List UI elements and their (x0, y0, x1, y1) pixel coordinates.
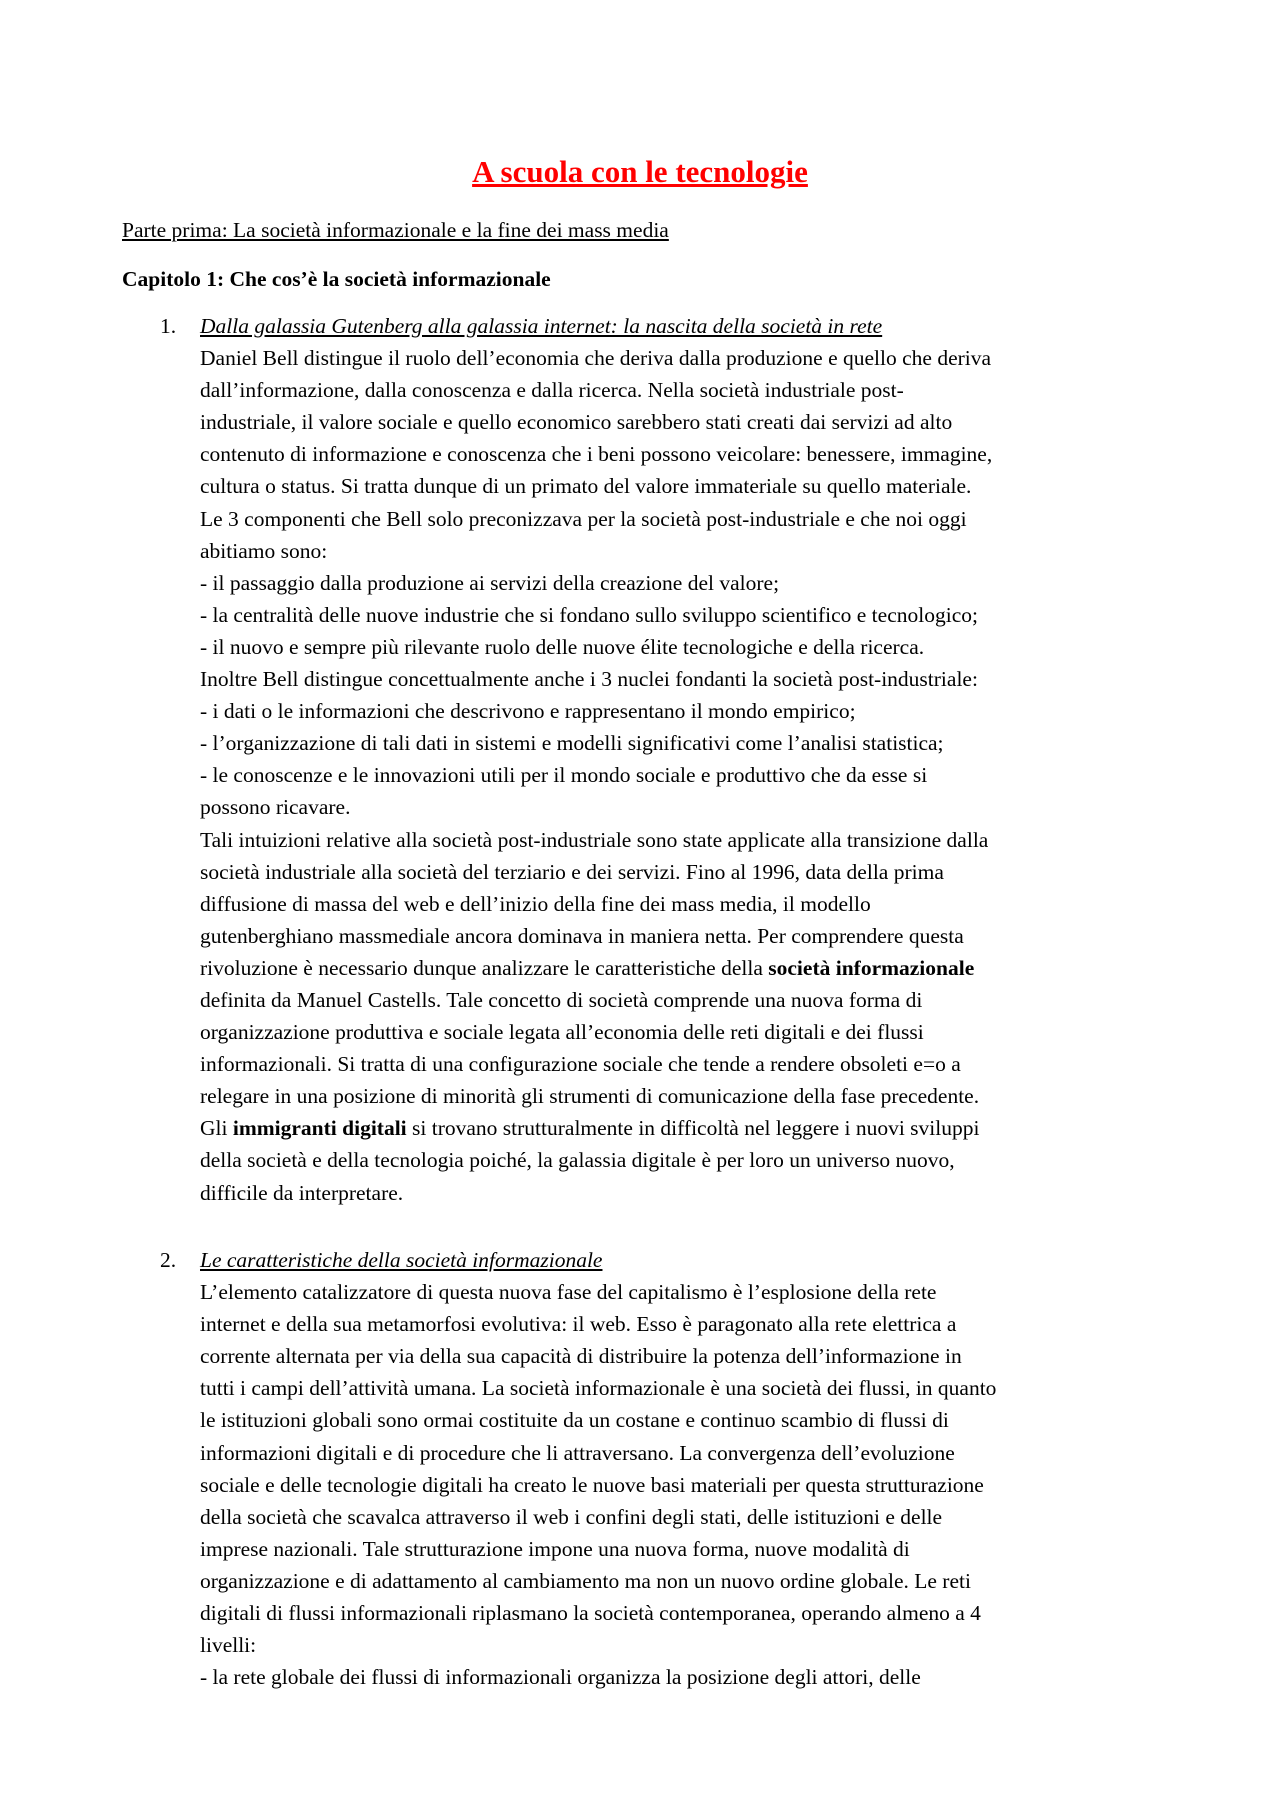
list-item: - il nuovo e sempre più rilevante ruolo delle nuove élite tecnologiche e della ricerca. (200, 634, 925, 659)
bold-term-societa-informazionale: società informazionale (768, 955, 975, 980)
paragraph-line: abitiamo sono: (200, 538, 328, 563)
document-title: A scuola con le tecnologie (472, 154, 808, 189)
paragraph-line: sociale e delle tecnologie digitali ha creato le nuove basi materiali per questa strutturazione (200, 1472, 984, 1497)
section-1-heading: Dalla galassia Gutenberg alla galassia internet: la nascita della società in rete (200, 314, 883, 338)
paragraph-line: organizzazione e di adattamento al cambiamento ma non un nuovo ordine globale. Le reti (200, 1568, 971, 1593)
paragraph-line: difficile da interpretare. (200, 1180, 404, 1205)
paragraph-line: Le 3 componenti che Bell solo preconizzava per la società post-industriale e che noi oggi (200, 506, 967, 531)
paragraph-line: internet e della sua metamorfosi evolutiva: il web. Esso è paragonato alla rete elettrica a (200, 1312, 957, 1337)
part-title: Parte prima: La società informazionale e la fine dei mass media (122, 218, 669, 242)
paragraph-line: L’elemento catalizzatore di questa nuova fase del capitalismo è l’esplosione della rete (200, 1280, 937, 1305)
paragraph-line: definita da Manuel Castells. Tale concetto di società comprende una nuova forma di (200, 987, 923, 1012)
paragraph-line: dall’informazione, dalla conoscenza e dalla ricerca. Nella società industriale post- (200, 378, 904, 403)
list-item: - i dati o le informazioni che descrivono e rappresentano il mondo empirico; (200, 699, 856, 724)
paragraph-line: le istituzioni globali sono ormai costituite da un costane e continuo scambio di flussi di (200, 1408, 949, 1433)
section-2 (160, 1244, 1170, 1693)
list-item: - la centralità delle nuove industrie che si fondano sullo sviluppo scientifico e tecnologico; (200, 602, 978, 627)
paragraph-line: gutenberghiano massmediale ancora dominava in maniera netta. Per comprendere questa (200, 923, 964, 948)
section-2-heading: Le caratteristiche della società informazionale (200, 1248, 603, 1272)
paragraph-line: contenuto di informazione e conoscenza che i beni possono veicolare: benessere, immagine, (200, 442, 993, 467)
section-2-body (200, 1244, 1170, 1693)
paragraph-line (200, 952, 1170, 984)
chapter-title: Capitolo 1: Che cos’è la società informazionale (122, 267, 551, 291)
paragraph-line: imprese nazionali. Tale strutturazione impone una nuova forma, nuove modalità di (200, 1536, 910, 1561)
paragraph-line: digitali di flussi informazionali riplasmano la società contemporanea, operando almeno a 4 (200, 1601, 981, 1626)
section-1-body (200, 310, 1170, 1209)
paragraph-line: livelli: (200, 1633, 257, 1658)
paragraph-line: possono ricavare. (200, 795, 351, 820)
paragraph-line: informazioni digitali e di procedure che li attraversano. La convergenza dell’evoluzione (200, 1440, 955, 1465)
paragraph-line: della società e della tecnologia poiché, la galassia digitale è per loro un universo nuovo, (200, 1148, 955, 1173)
section-1 (160, 310, 1170, 1209)
list-item: - il passaggio dalla produzione ai servizi della creazione del valore; (200, 570, 780, 595)
list-item: - la rete globale dei flussi di informazionali organizza la posizione degli attori, delle (200, 1665, 921, 1690)
list-item: - l’organizzazione di tali dati in sistemi e modelli significativi come l’analisi statistica; (200, 731, 944, 756)
paragraph-line: industriale, il valore sociale e quello economico sarebbero stati creati dai servizi ad alto (200, 410, 953, 435)
section-2-number: 2. (160, 1248, 177, 1272)
list-item: - le conoscenze e le innovazioni utili per il mondo sociale e produttivo che da esse si (200, 763, 928, 788)
paragraph-line: società industriale alla società del terziario e dei servizi. Fino al 1996, data della prima (200, 859, 944, 884)
paragraph-line: relegare in una posizione di minorità gli strumenti di comunicazione della fase precedente. (200, 1084, 980, 1109)
paragraph-line: Daniel Bell distingue il ruolo dell’economia che deriva dalla produzione e quello che deriva (200, 346, 992, 371)
paragraph-line: della società che scavalca attraverso il web i confini degli stati, delle istituzioni e delle (200, 1504, 943, 1529)
section-1-number: 1. (160, 314, 177, 338)
paragraph-line: cultura o status. Si tratta dunque di un primato del valore immateriale su quello materiale. (200, 474, 972, 499)
paragraph-line: corrente alternata per via della sua capacità di distribuire la potenza dell’informazione in (200, 1344, 962, 1369)
bold-term-immigranti-digitali: immigranti digitali (232, 1116, 407, 1141)
paragraph-line: Tali intuizioni relative alla società post-industriale sono state applicate alla transizione dalla (200, 827, 989, 852)
paragraph-line: organizzazione produttiva e sociale legata all’economia delle reti digitali e dei flussi (200, 1020, 924, 1045)
paragraph-line (200, 1112, 1170, 1144)
paragraph-line: Inoltre Bell distingue concettualmente anche i 3 nuclei fondanti la società post-industriale: (200, 667, 978, 692)
text-run: rivoluzione è necessario dunque analizzare le caratteristiche della (200, 955, 769, 980)
paragraph-line: informazionali. Si tratta di una configurazione sociale che tende a rendere obsoleti e=o a (200, 1052, 961, 1077)
paragraph-line: diffusione di massa del web e dell’inizio della fine dei mass media, il modello (200, 891, 871, 916)
paragraph-line: tutti i campi dell’attività umana. La società informazionale è una società dei flussi, in quanto (200, 1376, 997, 1401)
text-run: Gli (200, 1116, 233, 1141)
text-run: si trovano strutturalmente in difficoltà nel leggere i nuovi sviluppi (406, 1116, 980, 1141)
